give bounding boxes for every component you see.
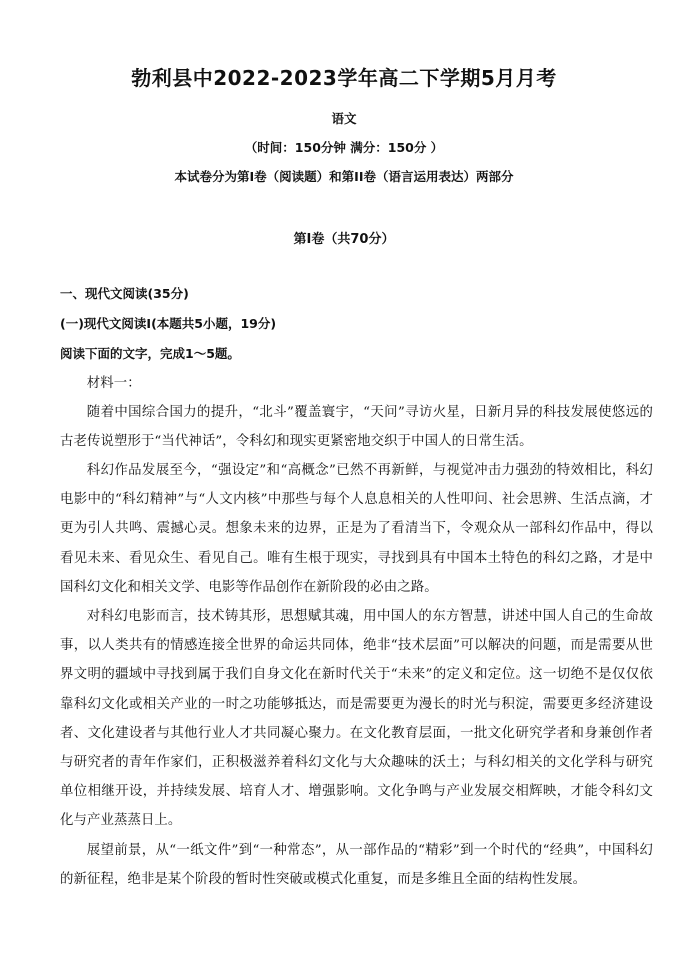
material-paragraph: 随着中国综合国力的提升，“北斗”覆盖寰宇，“天问”寻访火星，日新月异的科技发展使悠远的古老传说塑形于“当代神话”，令科幻和现实更紧密地交织于中国人的日常生活。 — [60, 405, 653, 450]
reading-instruction: 阅读下面的文字，完成1～5题。 — [60, 346, 240, 361]
time-score-info: （时间：150分钟 满分：150分 ） — [244, 140, 444, 155]
material-paragraph: 科幻作品发展至今，“强设定”和“高概念”已然不再新鲜，与视觉冲击力强劲的特效相比，科幻电影中的“科幻精神”与“人文内核”中那些与每个人息息相关的人性叩问、社会思辨、生活点滴，才更为引人共鸣、震撼心灵。想象未来的边界，正是为了看清当下，令观众从一部科幻作品中，得以看见未来、看见众生、看见自己。唯有生根于现实，寻找到具有中国本土特色的科幻之路，才是中国科幻文化和相关文学、电影等作品创作在新阶段的必由之路。 — [60, 463, 653, 595]
subject-label: 语文 — [331, 111, 357, 126]
material-paragraph: 展望前景，从“一纸文件”到“一种常态”，从一部作品的“精彩”到一个时代的“经典”，中国科幻的新征程，绝非是某个阶段的暂时性突破或模式化重复，而是多维且全面的结构性发展。 — [60, 843, 653, 888]
exam-title: 勃利县中2022-2023学年高二下学期5月月考 — [131, 66, 557, 90]
material-label: 材料一： — [86, 376, 141, 391]
section-heading: 一、现代文阅读(35分) — [60, 286, 189, 301]
subsection-heading: (一)现代文阅读I(本题共5小题，19分) — [60, 316, 277, 331]
material-paragraph: 对科幻电影而言，技术铸其形，思想赋其魂，用中国人的东方智慧，讲述中国人自己的生命故事，以人类共有的情感连接全世界的命运共同体，绝非“技术层面”可以解决的问题，而是需要从世界文明的疆域中寻找到属于我们自身文化在新时代关于“未来”的定义和定位。这一切绝不是仅仅依靠科幻文化或相关产业的一时之功能够抵达，而是需要更为漫长的时光与积淀，需要更多经济建设者、文化建设者与其他行业人才共同凝心聚力。在文化教育层面，一批文化研究学者和身兼创作者与研究者的青年作家们，正积极滋养着科幻文化与大众趣味的沃土；与科幻相关的文化学科与研究单位相继开设，并持续发展、培育人才、增强影响。文化争鸣与产业发展交相辉映，才能令科幻文化与产业蒸蒸日上。 — [60, 609, 653, 829]
parts-description: 本试卷分为第I卷（阅读题）和第II卷（语言运用表达）两部分 — [174, 169, 514, 184]
volume-one-heading: 第I卷（共70分） — [293, 232, 395, 247]
